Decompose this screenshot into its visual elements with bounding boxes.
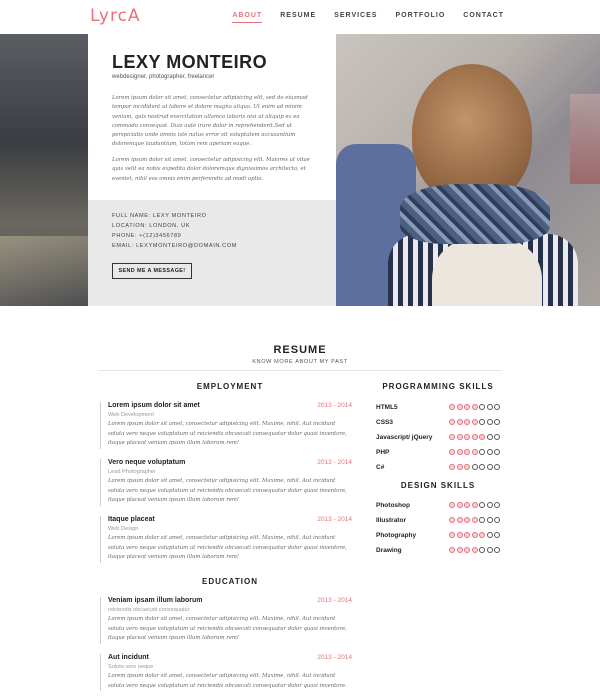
skill-dot-empty: [494, 464, 500, 470]
skill-dot-filled: [472, 419, 478, 425]
skill-dot-empty: [487, 419, 493, 425]
skill-dot-filled: [464, 419, 470, 425]
main-nav: [232, 12, 504, 23]
nav-portfolio[interactable]: PORTFOLIO: [395, 12, 446, 19]
skill-dot-filled: [464, 547, 470, 553]
skill-dot-empty: [479, 404, 485, 410]
education-heading: EDUCATION: [202, 577, 258, 586]
nav-resume[interactable]: RESUME: [280, 12, 317, 19]
employment-entry: [100, 459, 352, 506]
skill-dot-filled: [464, 449, 470, 455]
contact-location: LOCATION: LONDON, UK: [112, 223, 191, 229]
skill-dot-empty: [479, 449, 485, 455]
profile-bio-paragraph: Lorem ipsum dolor sit amet, consectetur adipisicing elit. Maiores ut vitae quis velit ea nobis expedita dolor doloremque dignissimos architecto, et eveniet, nihil eos omnis enim perferendis ad modi optio.: [112, 157, 310, 182]
skill-dot-filled: [472, 517, 478, 523]
skill-dot-filled: [457, 464, 463, 470]
employment-heading: EMPLOYMENT: [196, 382, 264, 391]
photo-backpack: [432, 239, 542, 306]
skill-name: Photoshop: [376, 501, 410, 509]
entry-description: Lorem ipsum dolor sit amet, consectetur adipisicing elit. Maxime, nihil. Aut incidunt soluta vero neque voluptatum ut reiciendis obcaecati consequatur dolor quasi inventore, itaque placeat veniam ipsum illum laborum rem!: [108, 421, 347, 446]
entry-title: Vero neque voluptatum: [108, 459, 186, 466]
entry-description: Lorem ipsum dolor sit amet, consectetur adipisicing elit. Maxime, nihil. Aut incidunt soluta vero neque voluptatum ut reiciendis obcaecati consequatur dolor quasi inventore.: [108, 673, 347, 689]
skill-dot-filled: [457, 449, 463, 455]
skill-dot-filled: [457, 517, 463, 523]
skill-dot-filled: [449, 502, 455, 508]
skill-rating: [449, 547, 500, 553]
skill-dot-filled: [472, 434, 478, 440]
skill-dot-filled: [472, 547, 478, 553]
skill-row: [376, 402, 500, 412]
skill-dot-filled: [457, 404, 463, 410]
skill-row: [376, 447, 500, 457]
employment-entry: [100, 516, 352, 563]
skill-dot-filled: [457, 434, 463, 440]
skill-row: [376, 417, 500, 427]
contact-full-name: FULL NAME: LEXY MONTEIRO: [112, 213, 207, 219]
skill-dot-empty: [487, 434, 493, 440]
profile-bio-paragraph: Lorem ipsum dolor sit amet, consectetur adipisicing elit, sed do eiusmod tempor incididunt ut labore et dolore magna aliqua. Ut enim ad minim veniam, quis nostrud exercitation ullamco laboris nisi ut aliquip ex ea commodo consequat. Duis aute irure dolor in reprehenderit.Sed ut perspiciatis unde omnis iste natus error sit voluptatem accusantium doloremque laudantium, totam rem aperiam eaque.: [112, 95, 308, 148]
skill-row: [376, 462, 500, 472]
nav-contact[interactable]: CONTACT: [463, 12, 504, 19]
skill-name: CSS3: [376, 418, 393, 426]
logo[interactable]: LyrcA: [90, 6, 141, 26]
skill-dot-filled: [472, 404, 478, 410]
profile-name: LEXY MONTEIRO: [112, 52, 268, 72]
skill-dot-filled: [449, 464, 455, 470]
skill-dot-filled: [449, 419, 455, 425]
skill-name: C#: [376, 463, 385, 471]
photo-background-detail: [570, 94, 600, 184]
skill-dot-empty: [487, 464, 493, 470]
skill-row: [376, 500, 500, 510]
skill-dot-empty: [487, 404, 493, 410]
skill-row: [376, 515, 500, 525]
entry-title: Veniam ipsam illum laborum: [108, 597, 203, 604]
entry-date: 2013 - 2014: [317, 402, 352, 409]
skill-dot-filled: [449, 532, 455, 538]
skill-dot-empty: [487, 449, 493, 455]
skill-dot-empty: [494, 434, 500, 440]
skill-row: [376, 545, 500, 555]
skill-dot-filled: [479, 434, 485, 440]
skill-dot-empty: [494, 419, 500, 425]
profile-photo: [336, 34, 600, 306]
skill-rating: [449, 419, 500, 425]
entry-date: 2013 - 2014: [317, 516, 352, 523]
skill-name: Photography: [376, 531, 417, 539]
skill-row: [376, 432, 500, 442]
skill-dot-empty: [494, 532, 500, 538]
entry-role: Lead Photographer: [108, 469, 156, 475]
profile-subtitle: webdesigner, photographer, freelancer: [112, 74, 215, 80]
skill-dot-filled: [457, 532, 463, 538]
skill-dot-empty: [494, 502, 500, 508]
profile-card: [88, 34, 336, 306]
skill-dot-empty: [487, 547, 493, 553]
skill-dot-filled: [449, 404, 455, 410]
skill-rating: [449, 464, 500, 470]
skill-dot-empty: [479, 502, 485, 508]
skill-rating: [449, 517, 500, 523]
entry-date: 2013 - 2014: [317, 654, 352, 661]
skill-row: [376, 530, 500, 540]
skill-dot-filled: [449, 449, 455, 455]
skill-rating: [449, 434, 500, 440]
skill-dot-filled: [472, 532, 478, 538]
programming-skills-heading: PROGRAMMING SKILLS: [382, 382, 494, 391]
skill-dot-empty: [479, 547, 485, 553]
entry-description: Lorem ipsum dolor sit amet, consectetur adipisicing elit. Maxime, nihil. Aut incidunt soluta vero neque voluptatum ut reiciendis obcaecati consequatur dolor quasi inventore, itaque placeat veniam ipsum illum laborum rem!: [108, 616, 347, 641]
hero-background-photo: [0, 34, 88, 306]
contact-phone: PHONE: +(12)3456789: [112, 233, 182, 239]
skill-name: HTML5: [376, 403, 398, 411]
entry-title: Lorem ipsum dolor sit amet: [108, 402, 200, 409]
skill-dot-filled: [479, 532, 485, 538]
nav-services[interactable]: SERVICES: [334, 12, 378, 19]
skill-dot-empty: [479, 419, 485, 425]
skill-rating: [449, 449, 500, 455]
entry-role: Soluta vero neque: [108, 664, 154, 670]
entry-role: Web Development: [108, 412, 154, 418]
skill-dot-empty: [487, 532, 493, 538]
skill-dot-empty: [494, 547, 500, 553]
skill-name: Illustrator: [376, 516, 406, 524]
skill-rating: [449, 532, 500, 538]
skill-dot-filled: [464, 517, 470, 523]
skill-rating: [449, 502, 500, 508]
skill-dot-filled: [472, 449, 478, 455]
skill-dot-filled: [472, 502, 478, 508]
site-header: [0, 0, 600, 34]
skill-dot-filled: [449, 517, 455, 523]
contact-info: [112, 211, 237, 251]
skill-dot-filled: [464, 434, 470, 440]
entry-description: Lorem ipsum dolor sit amet, consectetur adipisicing elit. Maxime, nihil. Aut incidunt soluta vero neque voluptatum ut reiciendis obcaecati consequatur dolor quasi inventore, itaque placeat veniam ipsum illum laborum rem!: [108, 535, 347, 560]
skill-dot-filled: [464, 532, 470, 538]
contact-email: EMAIL: LEXYMONTEIRO@DOMAIN.COM: [112, 243, 237, 249]
entry-date: 2013 - 2014: [317, 597, 352, 604]
skill-dot-empty: [494, 449, 500, 455]
education-entry: [100, 654, 352, 691]
skill-rating: [449, 404, 500, 410]
skill-dot-empty: [479, 517, 485, 523]
skill-dot-empty: [494, 517, 500, 523]
send-message-button[interactable]: SEND ME A MESSAGE!: [112, 263, 192, 279]
photo-head: [412, 64, 532, 204]
skill-name: PHP: [376, 448, 390, 456]
design-skills-heading: DESIGN SKILLS: [400, 481, 476, 490]
entry-date: 2013 - 2014: [317, 459, 352, 466]
nav-about[interactable]: ABOUT: [232, 12, 262, 23]
skill-dot-filled: [457, 419, 463, 425]
resume-title: RESUME: [273, 344, 327, 356]
entry-title: Aut incidunt: [108, 654, 149, 661]
skill-dot-empty: [487, 517, 493, 523]
skill-name: Drawing: [376, 546, 402, 554]
skill-dot-empty: [479, 464, 485, 470]
skill-dot-empty: [472, 464, 478, 470]
hero-section: [0, 34, 600, 306]
entry-title: Itaque placeat: [108, 516, 155, 523]
skill-dot-filled: [457, 547, 463, 553]
skill-dot-filled: [449, 547, 455, 553]
entry-role: reiciendis obcaecati consequatur: [108, 607, 190, 613]
skill-name: Javascript/ jQuery: [376, 433, 433, 441]
skill-dot-filled: [464, 464, 470, 470]
skill-dot-filled: [464, 404, 470, 410]
skill-dot-filled: [464, 502, 470, 508]
photo-scarf: [400, 184, 550, 244]
education-entry: [100, 597, 352, 644]
skill-dot-filled: [449, 434, 455, 440]
entry-role: Web Design: [108, 526, 139, 532]
skill-dot-empty: [487, 502, 493, 508]
employment-entry: [100, 402, 352, 449]
entry-description: Lorem ipsum dolor sit amet, consectetur adipisicing elit. Maxime, nihil. Aut incidunt soluta vero neque voluptatum ut reiciendis obcaecati consequatur dolor quasi inventore, itaque placeat veniam ipsum illum laborum rem!: [108, 478, 347, 503]
skill-dot-empty: [494, 404, 500, 410]
divider: [98, 370, 502, 371]
resume-subtitle: KNOW MORE ABOUT MY PAST: [252, 359, 348, 365]
skill-dot-filled: [457, 502, 463, 508]
